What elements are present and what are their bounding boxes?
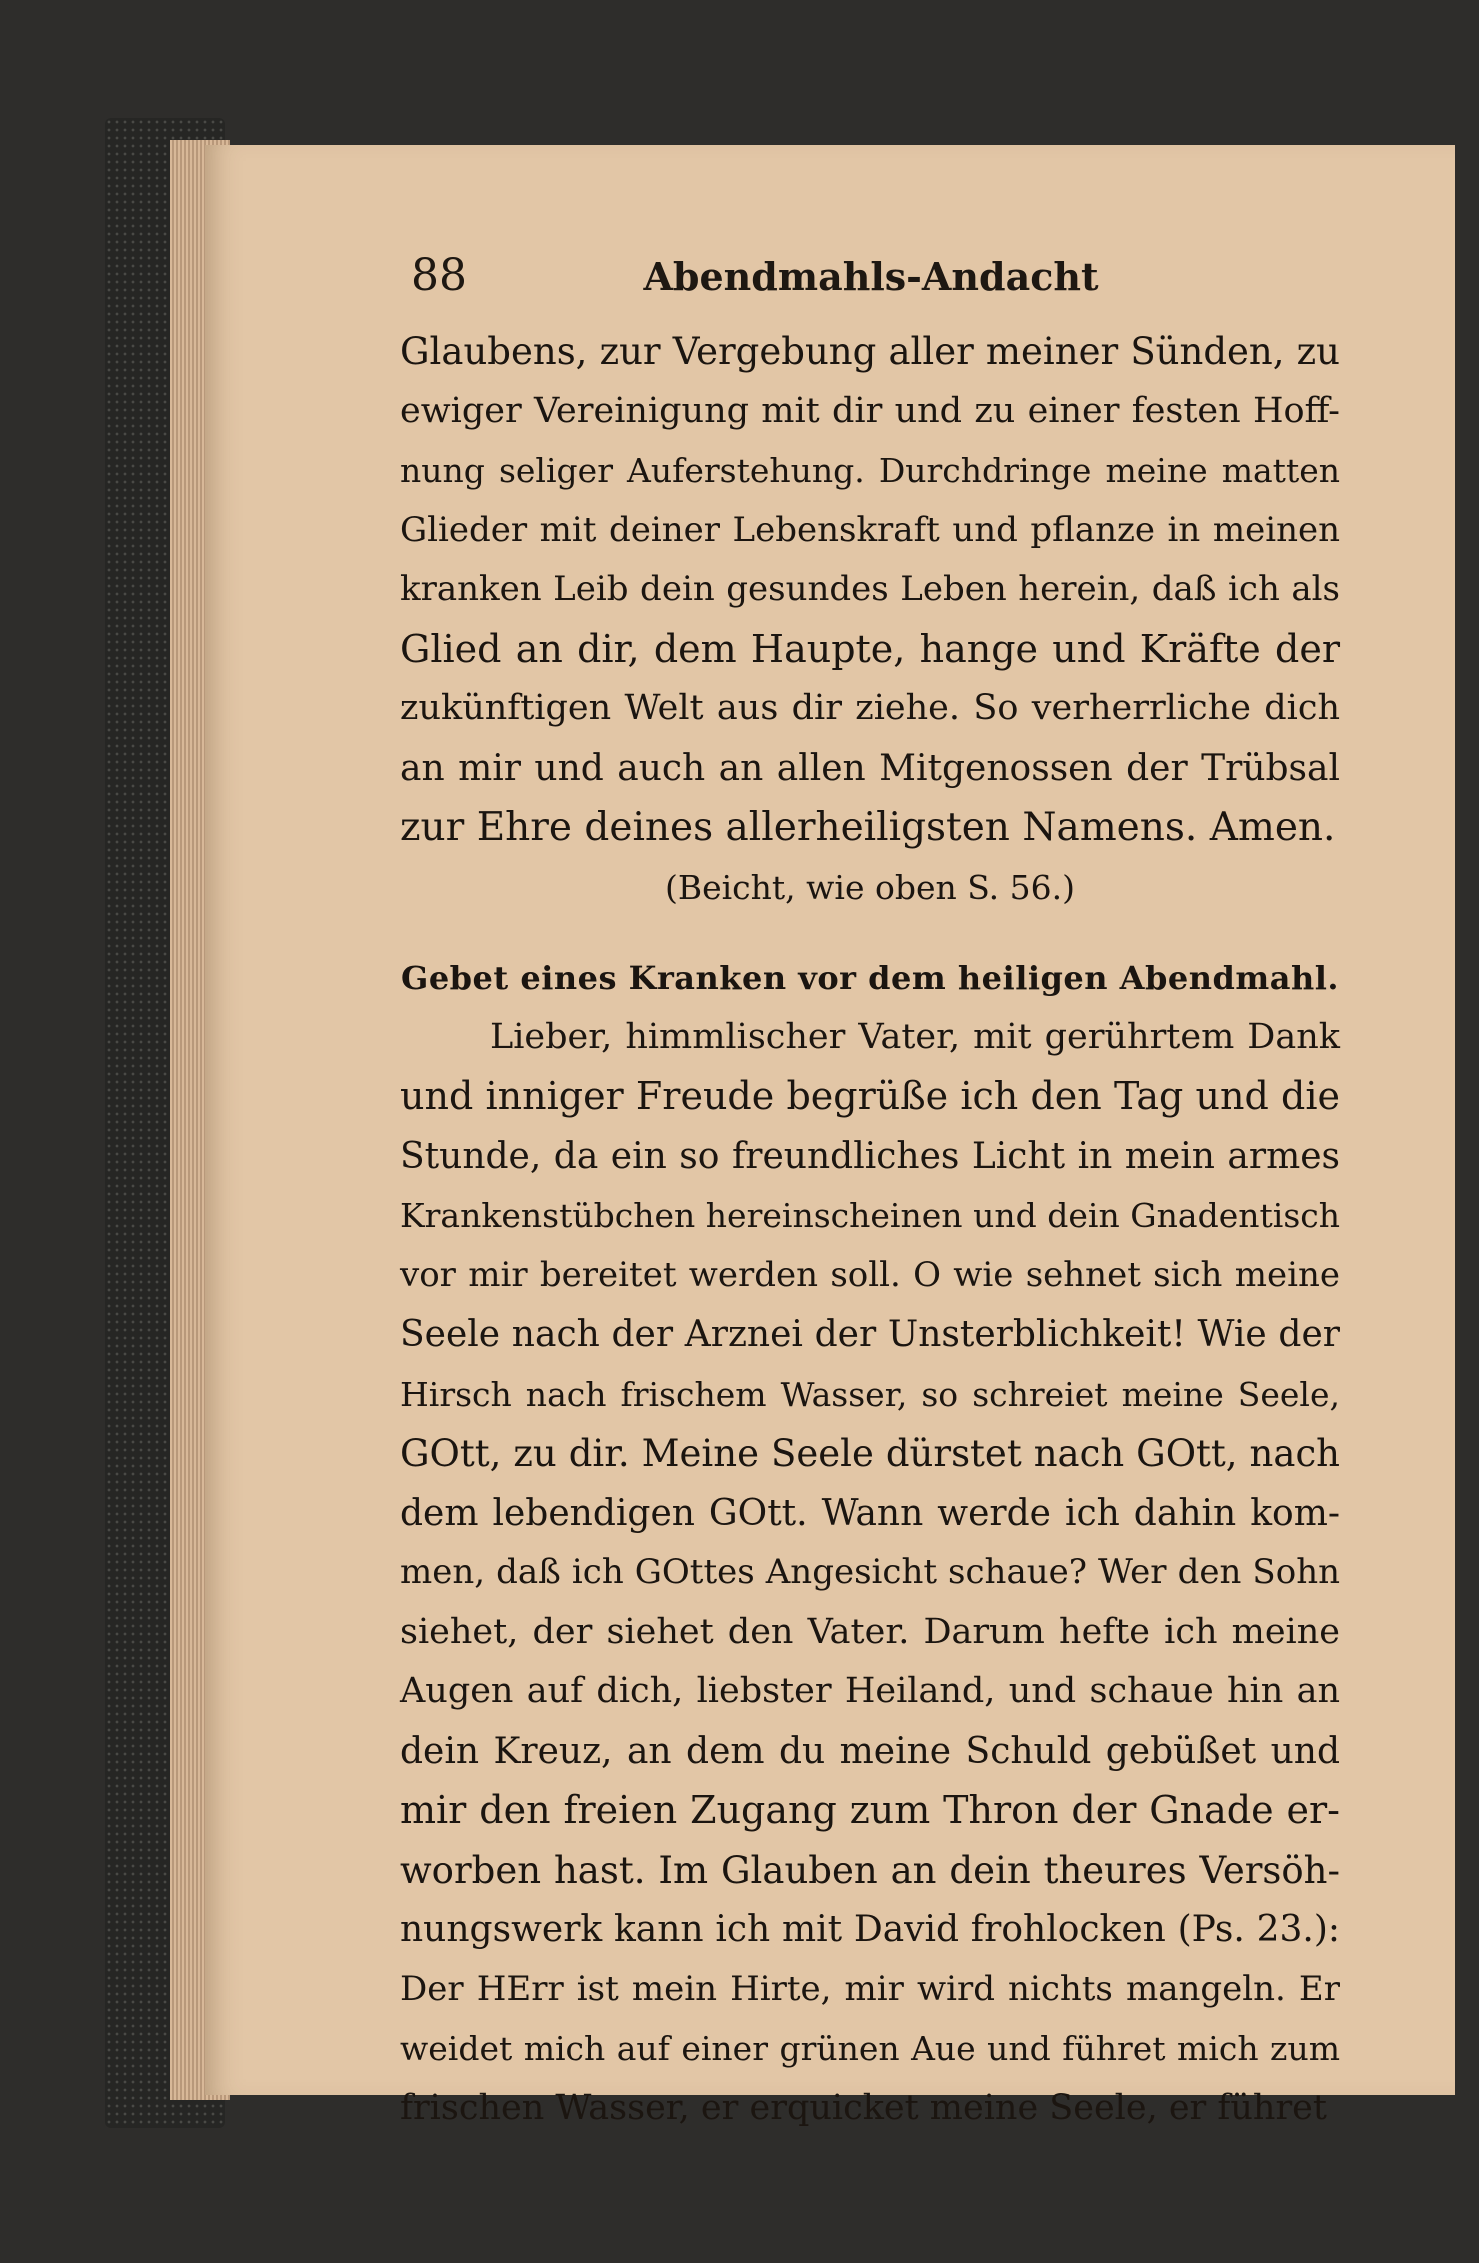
- text-line: weidet mich auf einer grünen Aue und führet mich zum: [400, 2029, 1340, 2068]
- text-line: Glied an dir, dem Haupte, hange und Kräfte der: [400, 626, 1340, 671]
- text-line: Lieber, himmlischer Vater, mit gerührtem Dank: [490, 1016, 1340, 1057]
- text-line: siehet, der siehet den Vater. Darum hefte ich meine: [400, 1611, 1340, 1652]
- text-line: mir den freien Zugang zum Thron der Gnade er-: [400, 1788, 1340, 1832]
- text-line: frischen Wasser, er erquicket meine Seele, er führet: [400, 2087, 1327, 2128]
- text-line: kranken Leib dein gesundes Leben herein, daß ich als: [400, 569, 1340, 609]
- text-line: Krankenstübchen hereinscheinen und dein Gnadentisch: [400, 1196, 1340, 1235]
- text-line: dein Kreuz, an dem du meine Schuld gebüßet und: [400, 1730, 1340, 1772]
- text-line: ewiger Vereinigung mit dir und zu einer festen Hoff-: [400, 390, 1340, 431]
- text-line: nungswerk kann ich mit David frohlocken (Ps. 23.):: [400, 1909, 1340, 1950]
- text-line: Glaubens, zur Vergebung aller meiner Sünden, zu: [400, 330, 1340, 373]
- cross-reference: (Beicht, wie oben S. 56.): [664, 867, 1076, 907]
- text-line: men, daß ich GOttes Angesicht schaue? Wer den Sohn: [400, 1552, 1340, 1592]
- text-line: Hirsch nach frischem Wasser, so schreiet meine Seele,: [400, 1374, 1340, 1414]
- page-number: 88: [411, 250, 467, 301]
- running-head: Abendmahls-Andacht: [643, 254, 1099, 299]
- text-line: nung seliger Auferstehung. Durchdringe meine matten: [400, 451, 1340, 490]
- text-line: dem lebendigen GOtt. Wann werde ich dahin kom-: [400, 1492, 1340, 1534]
- text-line: an mir und auch an allen Mitgenossen der Trübsal: [400, 747, 1340, 789]
- text-line: vor mir bereitet werden soll. O wie sehnet sich meine: [400, 1254, 1340, 1295]
- text-line: Glieder mit deiner Lebenskraft und pflanze in meinen: [400, 509, 1340, 550]
- text-line: zukünftigen Welt aus dir ziehe. So verherrliche dich: [400, 688, 1340, 728]
- text-line: GOtt, zu dir. Meine Seele dürstet nach GOtt, nach: [400, 1432, 1340, 1475]
- section-heading: Gebet eines Kranken vor dem heiligen Abendmahl.: [400, 958, 1339, 997]
- text-line: worben hast. Im Glauben an dein theures Versöh-: [400, 1848, 1340, 1892]
- text-line: Stunde, da ein so freundliches Licht in mein armes: [400, 1135, 1340, 1177]
- page-header: [411, 250, 1331, 310]
- text-line: Seele nach der Arznei der Unsterblichkeit! Wie der: [400, 1314, 1340, 1355]
- body-text: [400, 322, 1340, 2138]
- text-line: und inniger Freude begrüße ich den Tag und die: [400, 1074, 1340, 1118]
- text-line: zur Ehre deines allerheiligsten Namens. Amen.: [400, 805, 1336, 850]
- text-line: Augen auf dich, liebster Heiland, und schaue hin an: [400, 1671, 1340, 1711]
- text-line: Der HErr ist mein Hirte, mir wird nichts mangeln. Er: [400, 1968, 1340, 2009]
